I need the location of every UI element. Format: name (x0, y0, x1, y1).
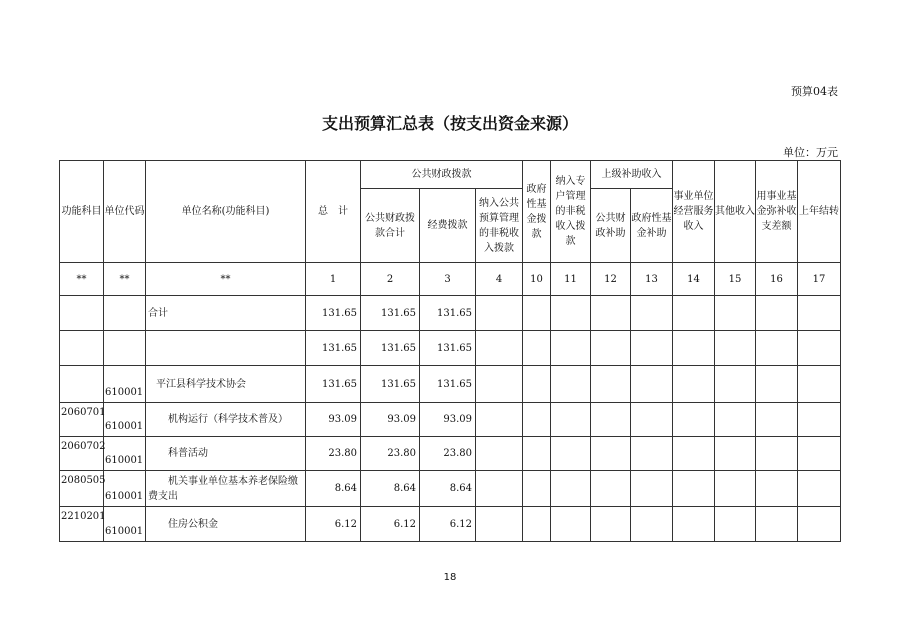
unit-code-cell: 610001 (105, 387, 144, 398)
header-business-income: 事业单位经营服务收入 (673, 161, 715, 263)
table-row (60, 507, 841, 542)
func-code-cell (60, 331, 104, 366)
func-code-cell (60, 296, 104, 331)
index-cell: 16 (756, 263, 798, 296)
header-pf-operating: 经费拨款 (420, 189, 476, 263)
pf-operating-cell: 93.09 (420, 403, 476, 437)
pf-operating-cell: 8.64 (420, 471, 476, 507)
header-other-income: 其他收入 (715, 161, 756, 263)
index-cell: 12 (591, 263, 631, 296)
header-special-nontax: 纳入专户管理的非税收入拨款 (551, 161, 591, 263)
index-cell: 2 (361, 263, 420, 296)
form-number: 预算04表 (791, 85, 838, 98)
unit-name-cell: 机构运行（科学技术普及） (146, 403, 306, 437)
index-cell: 11 (551, 263, 591, 296)
total-cell: 23.80 (306, 437, 361, 471)
unit-name-cell (146, 331, 306, 366)
unit-code-cell (104, 331, 146, 366)
pf-operating-cell: 6.12 (420, 507, 476, 542)
total-cell: 131.65 (306, 296, 361, 331)
header-pf-nontax: 纳入公共预算管理的非税收入拨款 (476, 189, 523, 263)
pf-subtotal-cell: 93.09 (361, 403, 420, 437)
unit-code-cell: 610001 (105, 491, 144, 502)
pf-operating-cell: 23.80 (420, 437, 476, 471)
table-row (60, 366, 841, 403)
page-title: 支出预算汇总表（按支出资金来源） (321, 114, 578, 133)
unit-name-cell: 机关事业单位基本养老保险缴费支出 (146, 471, 306, 507)
index-cell: ** (104, 263, 146, 296)
header-sup-fund: 政府性基金补助 (631, 189, 673, 263)
index-cell: 17 (798, 263, 841, 296)
header-unit-name: 单位名称(功能科目) (146, 161, 306, 263)
index-row (60, 263, 841, 296)
index-cell: ** (60, 263, 104, 296)
budget-table (59, 160, 841, 542)
pf-operating-cell: 131.65 (420, 296, 476, 331)
index-cell: 15 (715, 263, 756, 296)
total-cell: 6.12 (306, 507, 361, 542)
pf-subtotal-cell: 23.80 (361, 437, 420, 471)
unit-code-cell: 610001 (105, 455, 144, 466)
pf-subtotal-cell: 131.65 (361, 296, 420, 331)
unit-name-cell: 科普活动 (146, 437, 306, 471)
header-carryover: 上年结转 (798, 161, 841, 263)
unit-name-cell: 合计 (146, 296, 306, 331)
index-cell: 13 (631, 263, 673, 296)
page-number: 18 (443, 572, 457, 583)
total-cell: 131.65 (306, 366, 361, 403)
table-row (60, 296, 841, 331)
table-row (60, 471, 841, 507)
header-superior: 上级补助收入 (591, 161, 673, 189)
pf-operating-cell: 131.65 (420, 331, 476, 366)
unit-code-cell: 610001 (105, 526, 144, 537)
header-fund-makeup: 用事业基金弥补收支差额 (756, 161, 798, 263)
index-cell: ** (146, 263, 306, 296)
total-cell: 8.64 (306, 471, 361, 507)
total-cell: 131.65 (306, 331, 361, 366)
table-row (60, 331, 841, 366)
unit-name-cell: 住房公积金 (146, 507, 306, 542)
func-code-cell: 2080505 (61, 475, 106, 486)
func-code-cell: 2060701 (61, 407, 106, 418)
index-cell: 4 (476, 263, 523, 296)
header-sup-public: 公共财政补助 (591, 189, 631, 263)
func-code-cell: 2060702 (61, 441, 106, 452)
header-public-finance: 公共财政拨款 (361, 161, 523, 189)
header-pf-subtotal: 公共财政拨款合计 (361, 189, 420, 263)
header-gov-fund: 政府性基金拨款 (523, 161, 551, 263)
table-row (60, 403, 841, 437)
index-cell: 14 (673, 263, 715, 296)
header-func-code: 功能科目 (60, 161, 104, 263)
pf-subtotal-cell: 6.12 (361, 507, 420, 542)
pf-subtotal-cell: 131.65 (361, 366, 420, 403)
unit-code-cell (104, 296, 146, 331)
index-cell: 1 (306, 263, 361, 296)
pf-subtotal-cell: 131.65 (361, 331, 420, 366)
unit-label: 单位：万元 (783, 146, 838, 159)
header-total: 总 计 (306, 161, 361, 263)
table-row (60, 437, 841, 471)
pf-operating-cell: 131.65 (420, 366, 476, 403)
unit-code-cell: 610001 (105, 421, 144, 432)
func-code-cell: 2210201 (61, 511, 106, 522)
unit-name-cell: 平江县科学技术协会 (146, 366, 306, 403)
header-unit-code: 单位代码 (104, 161, 146, 263)
index-cell: 10 (523, 263, 551, 296)
pf-subtotal-cell: 8.64 (361, 471, 420, 507)
index-cell: 3 (420, 263, 476, 296)
total-cell: 93.09 (306, 403, 361, 437)
